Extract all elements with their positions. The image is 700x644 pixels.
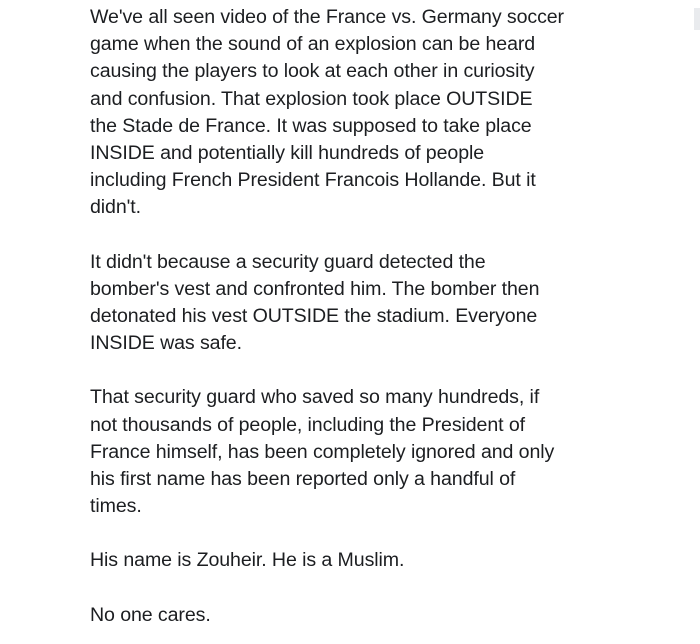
post-paragraph: No one cares. xyxy=(90,603,211,626)
post-paragraph: His name is Zouheir. He is a Muslim. xyxy=(90,549,405,572)
post-paragraph: That security guard who saved so many hundreds, if not thousands of people, including the President of France himself, has been completely ignored and only his first name has been reported only a handful of times. xyxy=(90,386,555,518)
post-paragraph: It didn't because a security guard detected the bomber's vest and confronted him. The bomber then detonated his vest OUTSIDE the stadium. Everyone INSIDE was safe. xyxy=(90,250,540,355)
post-text-body xyxy=(90,4,680,629)
post-paragraph: We've all seen video of the France vs. Germany soccer game when the sound of an explosion can be heard causing the players to look at each other in curiosity and confusion. That explosion took place OUTSIDE the Stade de France. It was supposed to take place INSIDE and potentially kill hundreds of people including French President Francois Hollande. But it didn't. xyxy=(90,6,564,219)
edge-artifact xyxy=(694,8,700,30)
